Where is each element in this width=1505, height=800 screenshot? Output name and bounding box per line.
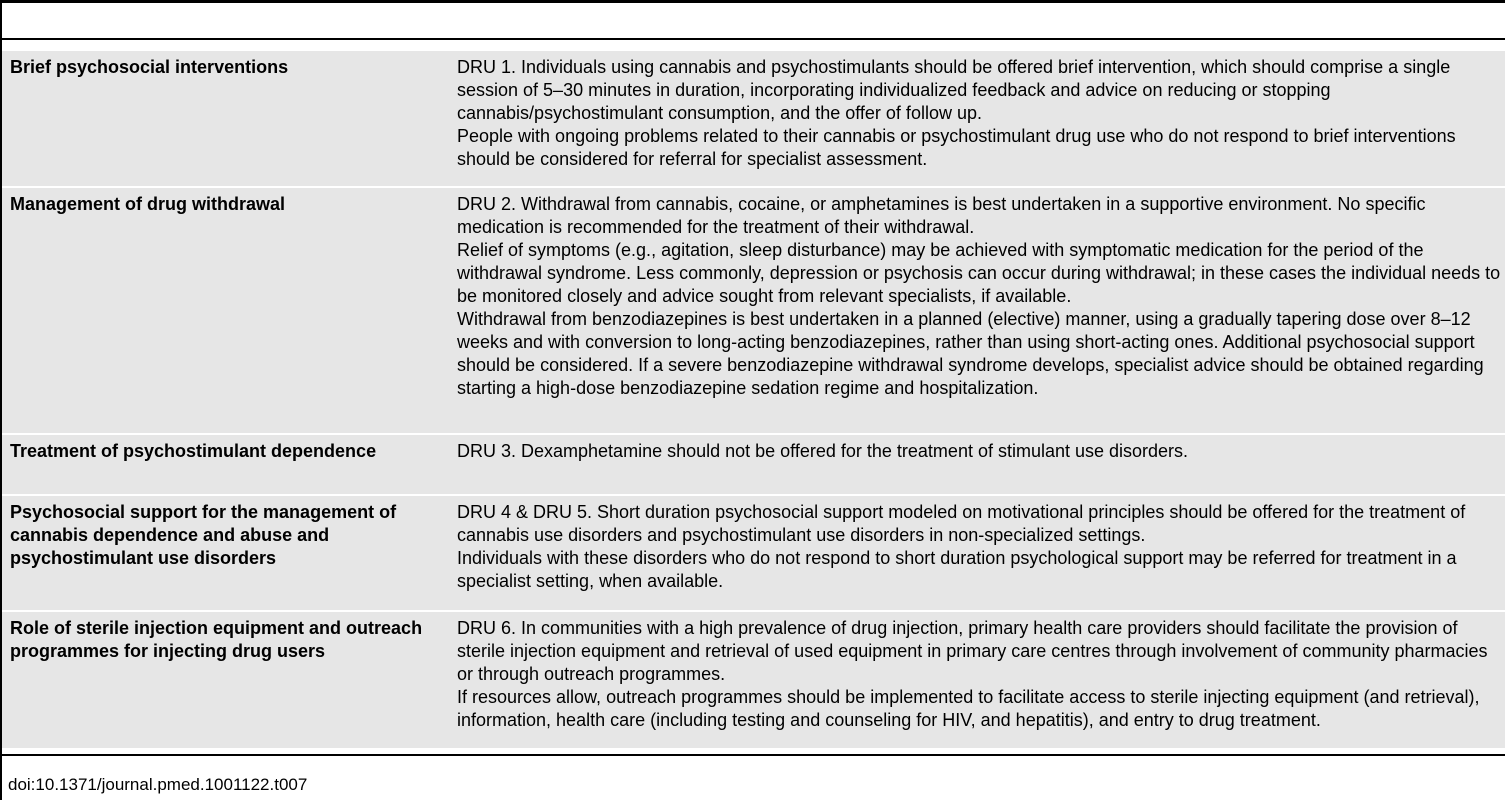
- paragraph: DRU 2. Withdrawal from cannabis, cocaine, or amphetamines is best undertaken in a supportive environment. No specific medication is recommended for the treatment of their withdrawal.: [457, 194, 1426, 237]
- doi-footnote: doi:10.1371/journal.pmed.1001122.t007: [8, 775, 308, 794]
- table-top-rule: [0, 0, 1505, 3]
- table-row: [2, 612, 1505, 750]
- table-bottom-rule: [0, 754, 1505, 756]
- table-header-rule: [0, 38, 1505, 40]
- table-row: [2, 188, 1505, 435]
- row-content: [449, 188, 1505, 433]
- table-row: [2, 51, 1505, 188]
- row-title: Treatment of psychostimulant dependence: [10, 441, 377, 461]
- paragraph: Relief of symptoms (e.g., agitation, sleep disturbance) may be achieved with symptomatic medication for the period of the withdrawal syndrome. Less commonly, depression or psychosis can occur during withdrawal; in these cases the individual needs to be monitored closely and advice sought from relevant specialists, if available.: [457, 240, 1501, 306]
- paragraph: DRU 1. Individuals using cannabis and psychostimulants should be offered brief intervention, which should comprise a single session of 5–30 minutes in duration, incorporating individualized feedback and advice on reducing or stopping cannabis/psychostimulant consumption, and the offer of follow up.: [457, 57, 1451, 123]
- row-content: [449, 435, 1505, 494]
- table-row: [2, 496, 1505, 612]
- paragraph: DRU 4 & DRU 5. Short duration psychosocial support modeled on motivational principles should be offered for the treatment of cannabis use disorders and psychostimulant use disorders in non-specialized settings.: [457, 502, 1466, 545]
- paragraph: If resources allow, outreach programmes should be implemented to facilitate access to sterile injecting equipment (and retrieval), information, health care (including testing and counseling for HIV, and hepatitis), and entry to drug treatment.: [457, 687, 1480, 730]
- row-title: Management of drug withdrawal: [10, 194, 286, 214]
- paragraph: Withdrawal from benzodiazepines is best undertaken in a planned (elective) manner, using a gradually tapering dose over 8–12 weeks and with conversion to long-acting benzodiazepines, rather than using short-acting ones. Additional psychosocial support should be considered. If a severe benzodiazepine withdrawal syndrome develops, specialist advice should be obtained regarding starting a high-dose benzodiazepine sedation regime and hospitalization.: [457, 309, 1484, 398]
- table-row: [2, 435, 1505, 496]
- row-content: [449, 496, 1505, 610]
- row-title: Psychosocial support for the management of cannabis dependence and abuse and psychostimulant use disorders: [10, 502, 397, 568]
- recommendations-table: [2, 51, 1505, 750]
- paragraph: Individuals with these disorders who do not respond to short duration psychological support may be referred for treatment in a specialist setting, when available.: [457, 548, 1457, 591]
- paragraph: People with ongoing problems related to their cannabis or psychostimulant drug use who do not respond to brief interventions should be considered for referral for specialist assessment.: [457, 126, 1456, 169]
- paragraph: DRU 3. Dexamphetamine should not be offered for the treatment of stimulant use disorders.: [457, 441, 1189, 461]
- row-content: [449, 51, 1505, 186]
- row-title: Role of sterile injection equipment and outreach programmes for injecting drug users: [10, 618, 423, 661]
- row-content: [449, 612, 1505, 748]
- paragraph: DRU 6. In communities with a high prevalence of drug injection, primary health care providers should facilitate the provision of sterile injection equipment and retrieval of used equipment in primary care centres through involvement of community pharmacies or through outreach programmes.: [457, 618, 1488, 684]
- row-title: Brief psychosocial interventions: [10, 57, 289, 77]
